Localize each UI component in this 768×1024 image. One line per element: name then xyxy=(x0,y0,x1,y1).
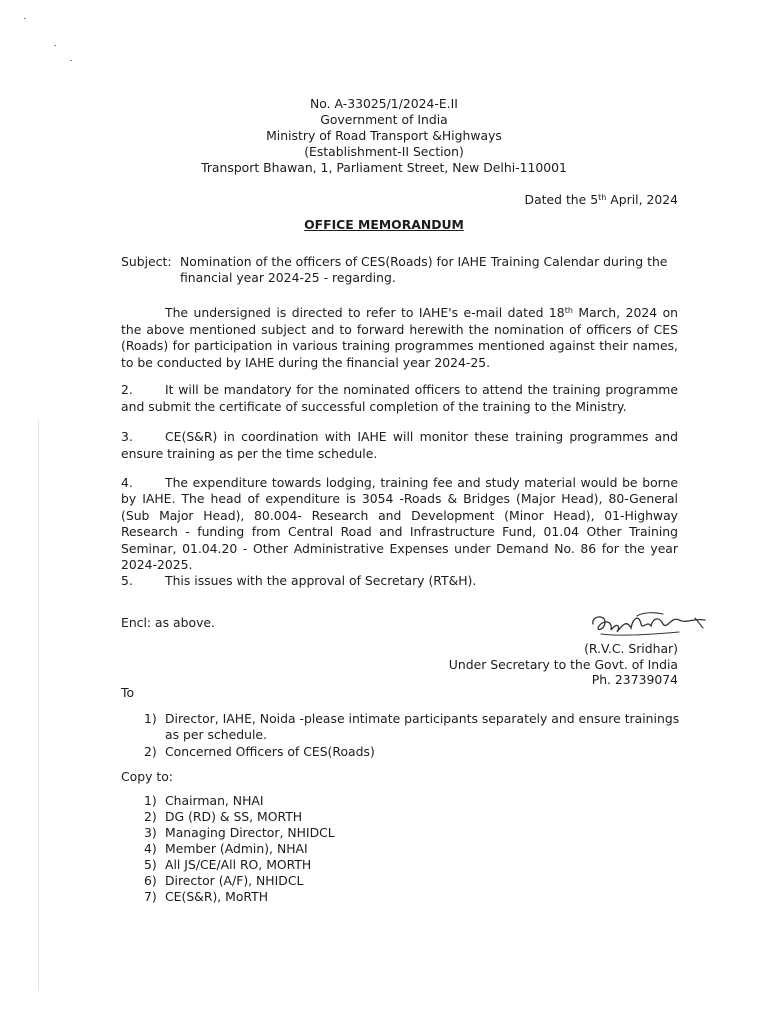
list-item: 4) Member (Admin), NHAI xyxy=(144,841,308,856)
ministry-name: Ministry of Road Transport &Highways xyxy=(266,128,502,143)
list-item: 2) Concerned Officers of CES(Roads) xyxy=(144,744,375,759)
subject-line-2: financial year 2024-25 - regarding. xyxy=(180,270,396,285)
paragraph-5-number: 5. xyxy=(121,573,133,588)
paragraph-5-text: This issues with the approval of Secretary (RT&H). xyxy=(165,573,477,588)
section-name: (Establishment-II Section) xyxy=(304,144,464,159)
memo-title: OFFICE MEMORANDUM xyxy=(304,217,464,232)
list-item: 3) Managing Director, NHIDCL xyxy=(144,825,335,840)
scan-speck xyxy=(70,60,72,61)
signatory-name: (R.V.C. Sridhar) xyxy=(584,641,678,656)
copy-to-label: Copy to: xyxy=(121,769,173,784)
list-item: 5) All JS/CE/All RO, MORTH xyxy=(144,857,312,872)
list-item: 6) Director (A/F), NHIDCL xyxy=(144,873,304,888)
to-list xyxy=(144,711,679,760)
scan-speck xyxy=(54,45,56,46)
copy-to-list xyxy=(144,793,335,905)
paragraph-3: 3. CE(S&R) in coordination with IAHE will monitor these training programmes and ensure training as per the time schedule. xyxy=(121,429,678,461)
memo-date: Dated the 5th April, 2024 xyxy=(524,192,678,207)
subject-line-1: Nomination of the officers of CES(Roads) for IAHE Training Calendar during the xyxy=(180,254,668,269)
list-item: 1) Chairman, NHAI xyxy=(144,793,264,808)
list-item: 7) CE(S&R), MoRTH xyxy=(144,889,269,904)
paragraph-2: 2. It will be mandatory for the nominated officers to attend the training programme and submit the certificate of successful completion of the training to the Ministry. xyxy=(121,382,678,414)
handwritten-signature xyxy=(587,608,712,644)
list-item: 2) DG (RD) & SS, MORTH xyxy=(144,809,303,824)
signatory-phone: Ph. 23739074 xyxy=(591,672,678,687)
list-item: 1) Director, IAHE, Noida -please intimate participants separately and ensure trainings xyxy=(144,711,680,726)
government-name: Government of India xyxy=(320,112,448,127)
scan-speck xyxy=(24,18,26,19)
paragraph-1: The undersigned is directed to refer to IAHE's e-mail dated 18th March, 2024 on the above mentioned subject and to forward herewith the nomination of officers of CES (Roads) for participation in various training programmes mentioned against their names, to be conducted by IAHE during the financial year 2024-25. xyxy=(121,305,679,370)
reference-number: No. A-33025/1/2024-E.II xyxy=(310,96,458,111)
enclosure-note: Encl: as above. xyxy=(121,615,215,630)
to-label: To xyxy=(121,685,135,700)
signatory-designation: Under Secretary to the Govt. of India xyxy=(448,657,678,672)
office-address: Transport Bhawan, 1, Parliament Street, New Delhi-110001 xyxy=(201,160,567,175)
scan-edge-line xyxy=(38,420,39,990)
paragraph-4: 4. The expenditure towards lodging, training fee and study material would be borne by IAHE. The head of expenditure is 3054 -Roads & Bridges (Major Head), 80-General (Sub Major Head), 80.004- Research and Development (Minor Head), 01-Highway Research - funding from Central Road and Infrastructure Fund, 01.04 Other Training Seminar, 01.04.20 - Other Administrative Expenses under Demand No. 86 for the year 2024-2025. xyxy=(121,475,678,573)
list-item-continuation: as per schedule. xyxy=(165,727,267,742)
subject-label: Subject: xyxy=(121,254,172,269)
